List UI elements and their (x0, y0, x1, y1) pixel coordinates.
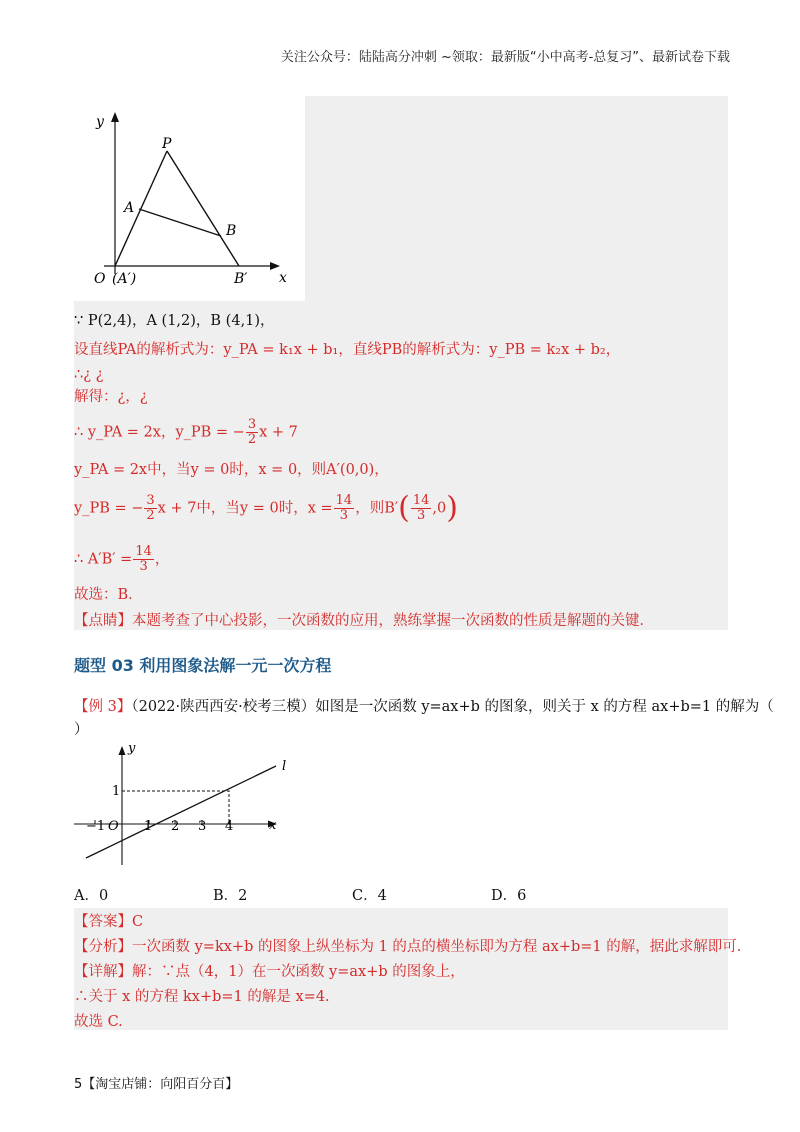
segment-a-b (139, 209, 221, 236)
fraction-3-2 (246, 418, 258, 447)
solution-line-9: 故选：B． (74, 587, 143, 603)
y-label: y (128, 741, 136, 756)
option-a: A．0 (74, 888, 109, 904)
fraction-numerator: 14 (412, 493, 430, 508)
answer-line: 【答案】C (74, 914, 144, 930)
origin-label: O (108, 819, 119, 834)
fraction-denominator: 3 (339, 508, 349, 523)
solution-line-8 (74, 545, 169, 577)
line7-text-a: y_PB = − (74, 500, 144, 517)
fraction-14-3 (411, 494, 432, 523)
y-label: y (96, 114, 104, 130)
x-tick-3: 3 (198, 819, 207, 834)
example-tag: 【例 3】 (74, 699, 132, 715)
a-prime-label: (A′) (112, 271, 137, 287)
analysis-line (74, 937, 741, 957)
solution-line-3: ∴¿ ¿ (74, 367, 104, 383)
fraction-14-3 (133, 545, 154, 574)
fraction-numerator: 14 (135, 544, 152, 559)
solution-line-10: 【点睛】本题考查了中心投影，一次函数的应用，熟练掌握一次函数的性质是解题的关键． (74, 613, 654, 629)
line-l (86, 766, 276, 858)
line-l-label: l (282, 759, 287, 774)
fraction-denominator: 2 (247, 432, 257, 447)
b-prime-label: B′ (234, 271, 248, 287)
example-3-text (74, 697, 774, 717)
option-c: C．4 (352, 888, 387, 904)
detail-tag: 【详解】 (74, 964, 132, 980)
point-b-label: B (226, 223, 237, 239)
solution-line-6: y_PA = 2x中，当y = 0时，x = 0，则A′(0,0)， (74, 462, 389, 478)
solution-line-7 (74, 490, 458, 530)
segment-p-b-prime (167, 151, 239, 266)
detail-line (74, 962, 465, 982)
line8-text-b: ， (154, 551, 170, 568)
x-tick-2: 2 (171, 819, 180, 834)
fraction-denominator: 2 (146, 508, 155, 523)
solution-line-1: ∵ P(2,4)，A (1,2)，B (4,1)， (74, 313, 275, 329)
left-paren: ( (398, 490, 410, 526)
x-tick-1: 1 (144, 819, 153, 834)
x-label: x (279, 270, 287, 286)
x-tick-minus-1: −1 (86, 819, 106, 834)
line7-text-c: ，则B′ (355, 500, 399, 517)
x-tick-4: 4 (225, 819, 234, 834)
page-footer: 5【淘宝店铺：向阳百分百】 (74, 1077, 239, 1092)
point-a-label: A (124, 200, 135, 216)
fraction-denominator: 3 (417, 508, 426, 523)
option-d: D．6 (491, 888, 527, 904)
solution-line-2: 设直线PA的解析式为：y_PA = k₁x + b₁，直线PB的解析式为：y_PB = k₂x + b₂， (74, 342, 621, 358)
y-axis-arrow-icon (111, 112, 119, 122)
line8-text-a: ∴ A′B′ = (74, 551, 133, 568)
segment-o-p (115, 151, 167, 266)
right-paren: ) (446, 490, 458, 526)
point-p-label: P (162, 136, 172, 152)
analysis-text: 一次函数 y=kx+b 的图象上纵坐标为 1 的点的横坐标即为方程 ax+b=1 的解，据此求解即可. (132, 939, 742, 955)
fraction-numerator: 14 (335, 493, 353, 508)
origin-label: O (94, 271, 106, 287)
fraction-numerator: 3 (247, 417, 257, 432)
fraction-numerator: 3 (146, 493, 155, 508)
conclusion-line: ∴关于 x 的方程 kx+b=1 的解是 x=4. (74, 989, 330, 1005)
line7-text-d: ,0 (432, 500, 447, 517)
projection-figure (74, 96, 305, 301)
example-3-text-line-2: ） (74, 722, 89, 738)
solution-line-4: 解得：¿，¿ (74, 389, 148, 405)
line5-text-b: x + 7 (259, 424, 298, 441)
detail-text: 解：∵点（4，1）在一次函数 y=ax+b 的图象上， (132, 964, 465, 980)
x-axis-arrow-icon (270, 262, 280, 270)
y-axis-arrow-icon (119, 746, 126, 755)
analysis-tag: 【分析】 (74, 939, 132, 955)
x-label: x (269, 818, 277, 833)
line5-text-a: ∴ y_PA = 2x，y_PB = − (74, 424, 245, 441)
section-title: 题型 03 利用图象法解一元一次方程 (74, 656, 332, 675)
fraction-14-3 (334, 494, 355, 523)
page-header: 关注公众号：陆陆高分冲刺 ~领取：最新版“小中高考-总复习”、最新试卷下载 (280, 50, 730, 65)
fraction-denominator: 3 (139, 559, 148, 574)
solution-line-5 (74, 418, 298, 448)
linear-function-graph (74, 740, 289, 870)
solution-background-top (305, 96, 728, 301)
fraction-3-2 (144, 494, 156, 523)
choice-line: 故选 C. (74, 1014, 123, 1030)
line7-text-b: x + 7中，当y = 0时，x = (157, 500, 333, 517)
y-tick-1: 1 (112, 784, 121, 799)
option-b: B．2 (213, 888, 248, 904)
example-question: （2022·陕西西安·校考三模）如图是一次函数 y=ax+b 的图象，则关于 x 的方程 ax+b=1 的解为（ (131, 699, 774, 715)
